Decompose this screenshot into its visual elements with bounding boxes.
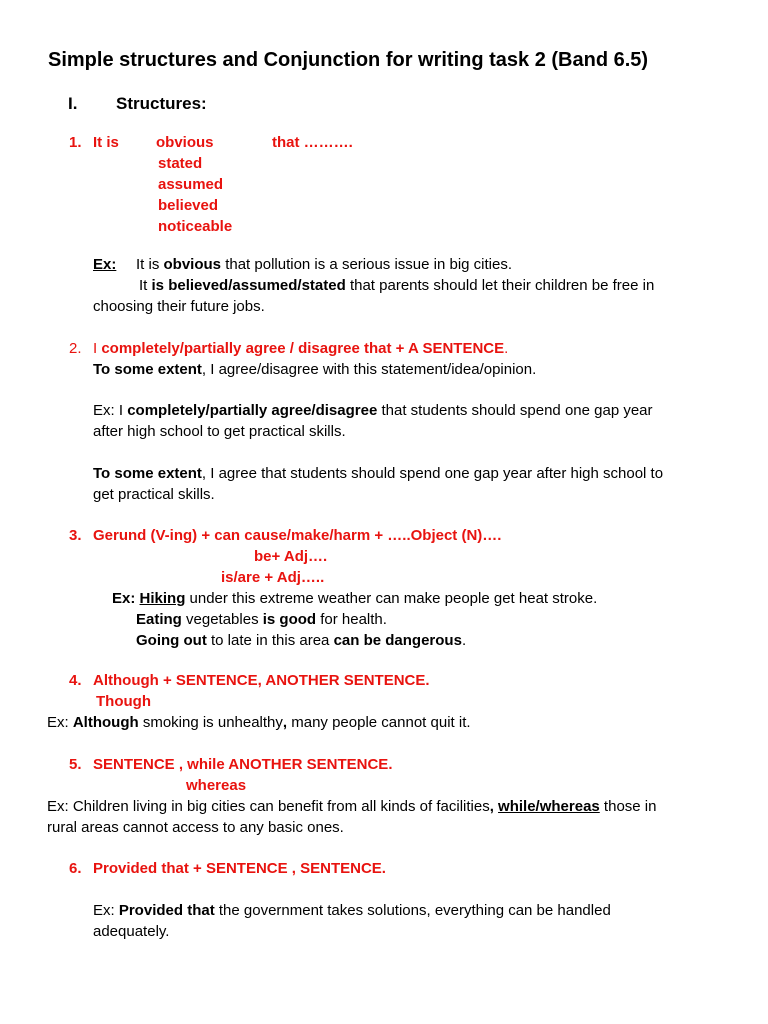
example-sentence: Ex: Although smoking is unhealthy, many people cannot quit it. (47, 714, 471, 731)
example-sentence-cont: get practical skills. (93, 486, 215, 503)
item-1-alt: believed (158, 197, 219, 214)
section-heading: Structures: (116, 94, 207, 113)
example-sentence: Ex: Provided that the government takes solutions, everything can be handled (93, 902, 611, 919)
item-1-alt: assumed (158, 176, 224, 193)
item-1-alt: noticeable (158, 218, 233, 235)
item-3-structure: Gerund (V-ing) + can cause/make/harm + …..Object (N)…. (93, 527, 502, 544)
example-label: Ex: (93, 256, 117, 273)
page-title: Simple structures and Conjunction for writing task 2 (Band 6.5) (48, 49, 649, 71)
item-2-structure: I completely/partially agree / disagree that + A SENTENCE. (93, 340, 509, 357)
example-sentence: Ex: Hiking under this extreme weather can make people get heat stroke. (112, 590, 598, 607)
item-4-structure: Although + SENTENCE, ANOTHER SENTENCE. (93, 672, 430, 689)
item-1-lead: It is (93, 134, 119, 151)
example-sentence-cont: choosing their future jobs. (93, 298, 265, 315)
example-sentence-cont: rural areas cannot access to any basic ones. (47, 819, 344, 836)
item-1-number: 1. (69, 134, 82, 151)
item-3-variant: be+ Adj…. (254, 548, 328, 565)
example-sentence-cont: after high school to get practical skills. (93, 423, 346, 440)
example-sentence: It is believed/assumed/stated that parents should let their children be free in (139, 277, 655, 294)
example-sentence: It is obvious that pollution is a serious issue in big cities. (136, 256, 513, 273)
item-4-variant: Though (96, 693, 151, 710)
example-sentence: Going out to late in this area can be dangerous. (136, 632, 467, 649)
example-sentence: Eating vegetables is good for health. (136, 611, 387, 628)
item-6-structure: Provided that + SENTENCE , SENTENCE. (93, 860, 386, 877)
item-4-number: 4. (69, 672, 82, 689)
example-sentence-cont: adequately. (93, 923, 170, 940)
item-3-number: 3. (69, 527, 82, 544)
example-sentence: Ex: I completely/partially agree/disagree that students should spend one gap year (93, 402, 653, 419)
item-2-number: 2. (69, 340, 82, 357)
item-5-variant: whereas (186, 777, 247, 794)
item-1-alt: stated (158, 155, 203, 172)
item-6-number: 6. (69, 860, 82, 877)
item-2-variant: To some extent, I agree/disagree with this statement/idea/opinion. (93, 361, 537, 378)
example-sentence: Ex: Children living in big cities can benefit from all kinds of facilities, while/whereas those in (47, 798, 657, 815)
example-sentence: To some extent, I agree that students should spend one gap year after high school to (93, 465, 664, 482)
item-5-number: 5. (69, 756, 82, 773)
item-3-variant: is/are + Adj….. (221, 569, 325, 586)
item-1-tail: that ………. (272, 134, 353, 151)
item-5-structure: SENTENCE , while ANOTHER SENTENCE. (93, 756, 393, 773)
section-numeral: I. (68, 94, 78, 113)
item-1-word: obvious (156, 134, 214, 151)
